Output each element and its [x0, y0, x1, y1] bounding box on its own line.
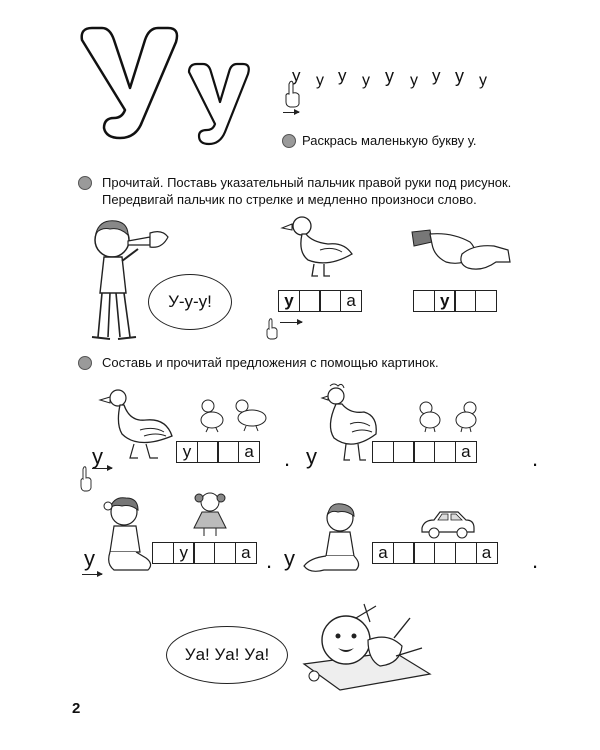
pointing-hand-icon: [283, 80, 303, 108]
toy-car-illustration: [418, 508, 478, 540]
big-letter-uppercase: [70, 10, 190, 140]
baby-speech-bubble: [166, 626, 288, 684]
duck-illustration: [288, 212, 358, 282]
letter-cell[interactable]: [413, 290, 435, 312]
letter-row: [292, 62, 502, 96]
letter-row-item: у: [410, 72, 418, 89]
row-lead-letter: у: [306, 444, 317, 469]
task-bullet: [78, 356, 92, 370]
letter-cell[interactable]: а: [340, 290, 362, 312]
letter-cell[interactable]: а: [238, 441, 260, 463]
letter-cell[interactable]: [413, 441, 435, 463]
letter-cell[interactable]: [214, 542, 236, 564]
handshake-word-cells: [413, 290, 497, 312]
letter-cell[interactable]: [193, 542, 215, 564]
letter-cell[interactable]: у: [173, 542, 195, 564]
row-end-dot: .: [532, 548, 539, 573]
chicks-illustration: [416, 398, 486, 432]
instruction-section-2: Составь и прочитай предложения с помощью картинок.: [102, 355, 439, 370]
speech-bubble: [148, 274, 232, 330]
task-color-instruction: Раскрась маленькую букву у.: [302, 133, 477, 148]
reading-arrow: [280, 322, 302, 323]
sentence-cells-row2: [372, 441, 498, 463]
letter-row-item: у: [316, 72, 324, 89]
goslings-illustration: [196, 398, 272, 432]
letter-row-item: у: [479, 72, 487, 89]
reading-arrow: [82, 574, 102, 575]
letter-cell[interactable]: [197, 441, 219, 463]
letter-cell[interactable]: а: [372, 542, 394, 564]
big-letter-lowercase: [185, 60, 255, 150]
letter-row-item: у: [455, 66, 464, 86]
page-number: 2: [72, 700, 81, 717]
letter-cell[interactable]: [455, 542, 477, 564]
letter-cell[interactable]: [393, 542, 415, 564]
handshake-illustration: [412, 222, 512, 282]
letter-cell[interactable]: [434, 542, 456, 564]
sentence-cells-row4: [372, 542, 498, 564]
letter-cell[interactable]: [152, 542, 174, 564]
pointing-hand-icon: [78, 466, 94, 492]
letter-row-item: у: [432, 66, 441, 85]
letter-row-item: у: [292, 66, 301, 85]
duck-word-cells: [278, 290, 362, 312]
reading-arrow: [283, 112, 299, 113]
letter-cell[interactable]: у: [434, 290, 456, 312]
letter-cell[interactable]: [454, 290, 476, 312]
letter-cell[interactable]: у: [278, 290, 300, 312]
doll-illustration: [190, 490, 230, 536]
letter-cell[interactable]: [372, 441, 394, 463]
row-lead-letter: у: [284, 546, 295, 571]
reading-arrow: [92, 468, 112, 469]
bubble-text: У-у-у!: [168, 292, 212, 311]
letter-cell[interactable]: а: [455, 441, 477, 463]
instruction-line-1: Прочитай. Поставь указательный пальчик правой руки под рисунок.: [102, 175, 512, 190]
letter-cell[interactable]: а: [476, 542, 498, 564]
letter-cell[interactable]: [413, 542, 435, 564]
goose-illustration: [100, 388, 178, 462]
letter-row-item: у: [338, 66, 347, 85]
task-bullet: [282, 134, 296, 148]
baby-illustration: [284, 598, 434, 698]
row-lead-letter: у: [84, 546, 95, 571]
letter-cell[interactable]: [299, 290, 321, 312]
letter-cell[interactable]: [434, 441, 456, 463]
sentence-cells-row1: [176, 441, 260, 463]
letter-cell[interactable]: [217, 441, 239, 463]
row-end-dot: .: [532, 446, 539, 471]
girl-illustration: [100, 494, 160, 576]
row-end-dot: .: [266, 548, 273, 573]
letter-row-item: у: [385, 66, 394, 86]
sentence-cells-row3: [152, 542, 257, 564]
baby-bubble-text: Уа! Уа! Уа!: [184, 645, 270, 664]
row-end-dot: .: [284, 446, 291, 471]
instruction-line-2: Передвигай пальчик по стрелке и медленно произноси слово.: [102, 192, 477, 207]
hen-illustration: [316, 382, 380, 464]
pointing-hand-icon: [264, 318, 280, 340]
row-lead-letter: у: [92, 444, 103, 469]
letter-cell[interactable]: [393, 441, 415, 463]
letter-row-item: у: [362, 72, 370, 89]
sitting-boy-illustration: [300, 500, 364, 576]
letter-cell[interactable]: [319, 290, 341, 312]
letter-cell[interactable]: [475, 290, 497, 312]
letter-cell[interactable]: а: [235, 542, 257, 564]
task-bullet: [78, 176, 92, 190]
letter-cell[interactable]: у: [176, 441, 198, 463]
